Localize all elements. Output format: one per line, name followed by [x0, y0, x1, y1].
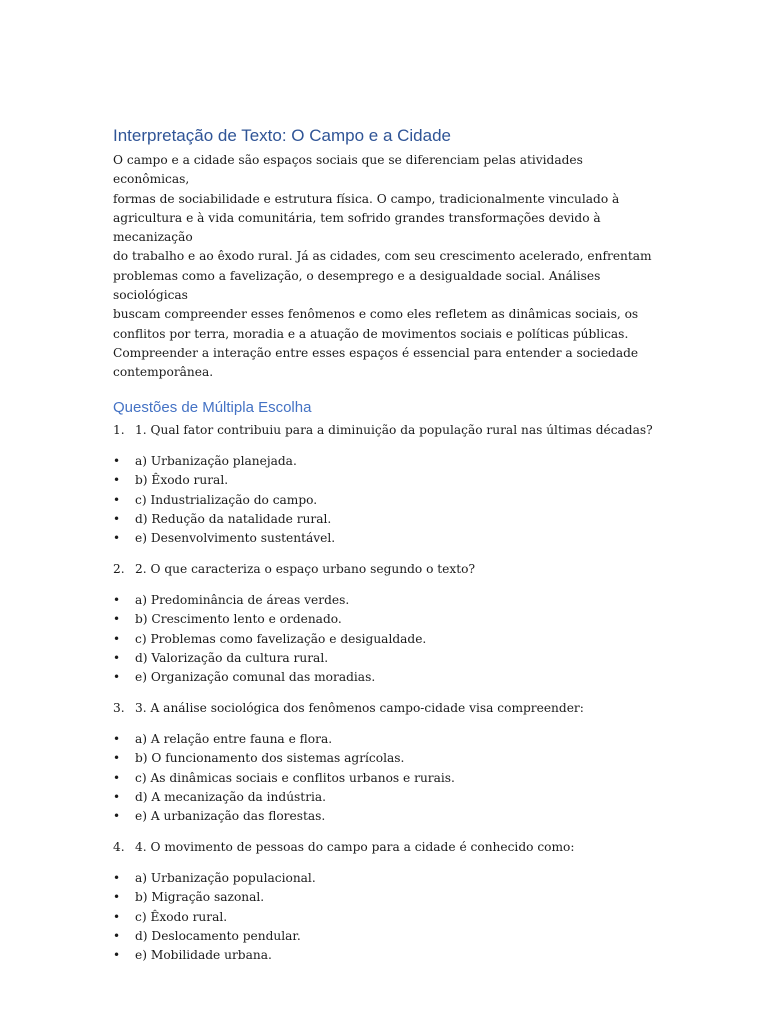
bullet-icon: •	[113, 473, 121, 488]
paragraph-line: problemas como a favelização, o desemprego e a desigualdade social. Análises sociológicas	[113, 268, 601, 303]
option-item	[113, 668, 658, 687]
option-item	[113, 529, 658, 548]
option-text: a) Predominância de áreas verdes.	[135, 593, 350, 608]
bullet-icon: •	[113, 670, 121, 685]
option-text: b) Migração sazonal.	[135, 890, 265, 905]
bullet-icon: •	[113, 789, 121, 804]
question-text: 1. Qual fator contribuiu para a diminuição da população rural nas últimas décadas?	[135, 422, 653, 437]
option-item	[113, 869, 658, 888]
question-4	[113, 838, 658, 858]
option-text: a) A relação entre fauna e flora.	[135, 732, 333, 747]
paragraph-line: conflitos por terra, moradia e a atuação de movimentos sociais e políticas públicas.	[113, 326, 629, 341]
option-item	[113, 591, 658, 610]
question-text: 2. O que caracteriza o espaço urbano segundo o texto?	[135, 561, 476, 576]
bullet-icon: •	[113, 890, 121, 905]
option-item	[113, 610, 658, 629]
option-list	[113, 730, 658, 826]
option-item	[113, 908, 658, 927]
question-number: 1.	[113, 422, 125, 437]
bullet-icon: •	[113, 751, 121, 766]
bullet-icon: •	[113, 770, 121, 785]
question-number: 3.	[113, 700, 125, 715]
paragraph-line: agricultura e à vida comunitária, tem sofrido grandes transformações devido à mecanização	[113, 210, 601, 245]
bullet-icon: •	[113, 511, 121, 526]
option-item	[113, 730, 658, 749]
option-text: e) Mobilidade urbana.	[135, 948, 272, 963]
question-3	[113, 699, 658, 719]
document-content	[113, 125, 658, 977]
bullet-icon: •	[113, 650, 121, 665]
question-1	[113, 421, 658, 441]
option-item	[113, 630, 658, 649]
bullet-icon: •	[113, 928, 121, 943]
option-text: b) Crescimento lento e ordenado.	[135, 612, 342, 627]
option-item	[113, 491, 658, 510]
paragraph-line: contemporânea.	[113, 365, 214, 380]
option-text: b) O funcionamento dos sistemas agrícolas.	[135, 751, 405, 766]
section-heading: Questões de Múltipla Escolha	[113, 398, 312, 416]
option-item	[113, 510, 658, 529]
option-text: a) Urbanização populacional.	[135, 871, 316, 886]
bullet-icon: •	[113, 631, 121, 646]
option-text: e) Organização comunal das moradias.	[135, 670, 376, 685]
intro-paragraph	[113, 151, 658, 383]
option-list	[113, 869, 658, 965]
option-item	[113, 927, 658, 946]
option-item	[113, 452, 658, 471]
option-list	[113, 591, 658, 687]
option-text: c) Industrialização do campo.	[135, 492, 318, 507]
paragraph-line: O campo e a cidade são espaços sociais que se diferenciam pelas atividades econômicas,	[113, 153, 583, 187]
question-text: 4. O movimento de pessoas do campo para a cidade é conhecido como:	[135, 839, 575, 854]
bullet-icon: •	[113, 492, 121, 507]
option-item	[113, 471, 658, 490]
bullet-icon: •	[113, 871, 121, 886]
option-item	[113, 649, 658, 668]
option-text: c) As dinâmicas sociais e conflitos urbanos e rurais.	[135, 770, 455, 785]
question-text: 3. A análise sociológica dos fenômenos campo-cidade visa compreender:	[135, 700, 584, 715]
option-text: d) Valorização da cultura rural.	[135, 650, 329, 665]
paragraph-line: do trabalho e ao êxodo rural. Já as cidades, com seu crescimento acelerado, enfrentam	[113, 249, 652, 264]
option-item	[113, 769, 658, 788]
option-text: d) A mecanização da indústria.	[135, 789, 327, 804]
bullet-icon: •	[113, 732, 121, 747]
paragraph-line: buscam compreender esses fenômenos e como eles refletem as dinâmicas sociais, os	[113, 307, 639, 322]
option-item	[113, 888, 658, 907]
option-text: e) Desenvolvimento sustentável.	[135, 531, 336, 546]
option-text: c) Problemas como favelização e desigualdade.	[135, 631, 427, 646]
option-item	[113, 749, 658, 768]
question-number: 4.	[113, 839, 125, 854]
option-text: d) Redução da natalidade rural.	[135, 511, 332, 526]
paragraph-line: formas de sociabilidade e estrutura física. O campo, tradicionalmente vinculado à	[113, 191, 620, 206]
bullet-icon: •	[113, 454, 121, 469]
bullet-icon: •	[113, 531, 121, 546]
option-text: a) Urbanização planejada.	[135, 454, 297, 469]
option-item	[113, 807, 658, 826]
option-text: e) A urbanização das florestas.	[135, 809, 326, 824]
bullet-icon: •	[113, 948, 121, 963]
bullet-icon: •	[113, 593, 121, 608]
option-text: b) Êxodo rural.	[135, 473, 229, 488]
document-title: Interpretação de Texto: O Campo e a Cidade	[113, 126, 451, 145]
option-list	[113, 452, 658, 548]
option-text: d) Deslocamento pendular.	[135, 928, 301, 943]
question-number: 2.	[113, 561, 125, 576]
question-2	[113, 560, 658, 580]
question-list	[113, 421, 658, 966]
paragraph-line: Compreender a interação entre esses espaços é essencial para entender a sociedade	[113, 345, 639, 360]
bullet-icon: •	[113, 809, 121, 824]
bullet-icon: •	[113, 612, 121, 627]
option-text: c) Êxodo rural.	[135, 909, 228, 924]
option-item	[113, 946, 658, 965]
bullet-icon: •	[113, 909, 121, 924]
option-item	[113, 788, 658, 807]
